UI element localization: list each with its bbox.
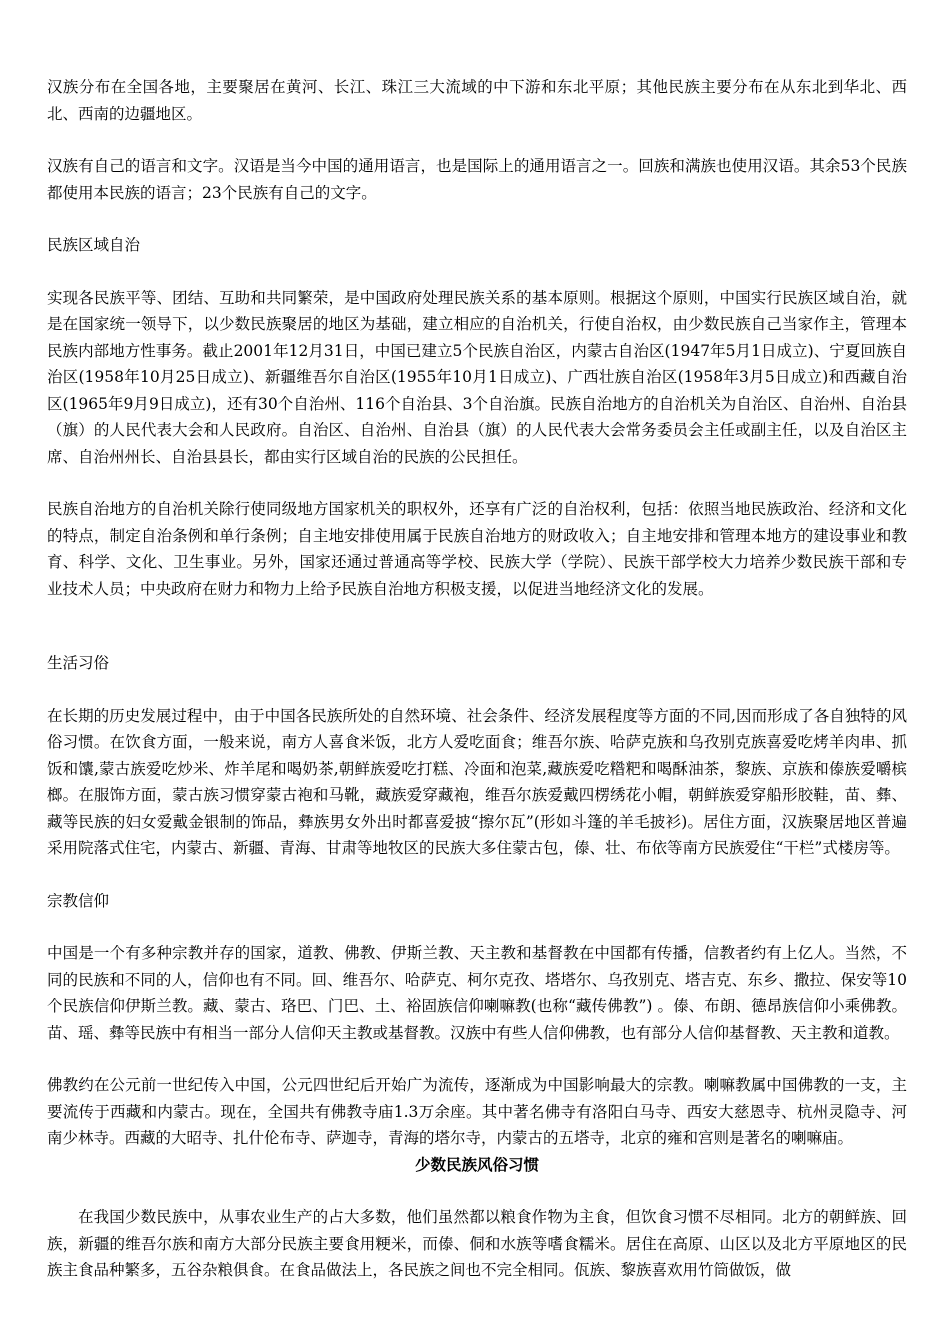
paragraph-religions: 中国是一个有多种宗教并存的国家，道教、佛教、伊斯兰教、天主教和基督教在中国都有传播，信教者约有上亿人。当然，不同的民族和不同的人，信仰也有不同。回、维吾尔、哈萨克、柯尔克孜、塔塔尔、乌孜别克、塔吉克、东乡、撒拉、保安等10个民族信仰伊斯兰教。藏、蒙古、珞巴、门巴、土、裕固族信仰喇嘛教(也称“藏传佛教”) 。傣、布朗、德昂族信仰小乘佛教。苗、瑶、彝等民族中有相当一部分人信仰天主教或基督教。汉族中有些人信仰佛教，也有部分人信仰基督教、天主教和道教。 (47, 944, 907, 1042)
heading-regional-autonomy: 民族区域自治 (47, 236, 141, 254)
paragraph-autonomy-principle: 实现各民族平等、团结、互助和共同繁荣，是中国政府处理民族关系的基本原则。根据这个原则，中国实行民族区域自治，就是在国家统一领导下，以少数民族聚居的地区为基础，建立相应的自治机关，行使自治权，由少数民族自己当家作主，管理本民族内部地方性事务。截止2001年12月31日，中国已建立5个民族自治区，内蒙古自治区(1947年5月1日成立)、宁夏回族自治区(1958年10月25日成立)、新疆维吾尔自治区(1955年10月1日成立)、广西壮族自治区(1958年3月5日成立)和西藏自治区(1965年9月9日成立)，还有30个自治州、116个自治县、3个自治旗。民族自治地方的自治机关为自治区、自治州、自治县（旗）的人民代表大会和人民政府。自治区、自治州、自治县（旗）的人民代表大会常务委员会主任或副主任，以及自治区主席、自治州州长、自治县县长，都由实行区域自治的民族的公民担任。 (47, 288, 907, 466)
paragraph-han-distribution: 汉族分布在全国各地，主要聚居在黄河、长江、珠江三大流域的中下游和东北平原；其他民族主要分布在从东北到华北、西北、西南的边疆地区。 (47, 78, 907, 123)
paragraph-buddhism: 佛教约在公元前一世纪传入中国，公元四世纪后开始广为流传，逐渐成为中国影响最大的宗教。喇嘛教属中国佛教的一支，主要流传于西藏和内蒙古。现在，全国共有佛教寺庙1.3万余座。其中著名佛寺有洛阳白马寺、西安大慈恩寺、杭州灵隐寺、河南少林寺。西藏的大昭寺、扎什伦布寺、萨迦寺，青海的塔尔寺，内蒙古的五塔寺，北京的雍和宫则是著名的喇嘛庙。 (47, 1076, 907, 1147)
heading-customs: 生活习俗 (47, 654, 110, 672)
document-page (47, 74, 907, 1284)
paragraph-minority-diet: 在我国少数民族中，从事农业生产的占大多数，他们虽然都以粮食作物为主食，但饮食习惯不尽相同。北方的朝鲜族、回族，新疆的维吾尔族和南方大部分民族主要食用粳米，而傣、侗和水族等嗜食糯米。居住在高原、山区以及北方平原地区的民族主食品种繁多，五谷杂粮俱食。在食品做法上，各民族之间也不完全相同。佤族、黎族喜欢用竹筒做饭，做 (47, 1208, 907, 1279)
paragraph-autonomy-rights: 民族自治地方的自治机关除行使同级地方国家机关的职权外，还享有广泛的自治权利，包括：依照当地民族政治、经济和文化的特点，制定自治条例和单行条例；自主地安排使用属于民族自治地方的财政收入；自主地安排和管理本地方的建设事业和教育、科学、文化、卫生事业。另外，国家还通过普通高等学校、民族大学（学院）、民族干部学校大力培养少数民族干部和专业技术人员；中央政府在财力和物力上给予民族自治地方积极支援，以促进当地经济文化的发展。 (47, 500, 907, 598)
section-title-minority-customs: 少数民族风俗习惯 (414, 1154, 539, 1174)
paragraph-han-language: 汉族有自己的语言和文字。汉语是当今中国的通用语言，也是国际上的通用语言之一。回族和满族也使用汉语。其余53个民族都使用本民族的语言；23个民族有自己的文字。 (47, 157, 907, 202)
paragraph-customs: 在长期的历史发展过程中，由于中国各民族所处的自然环境、社会条件、经济发展程度等方面的不同,因而形成了各自独特的风俗习惯。在饮食方面，一般来说，南方人喜食米饭，北方人爱吃面食；维吾尔族、哈萨克族和乌孜别克族喜爱吃烤羊肉串、抓饭和馕,蒙古族爱吃炒米、炸羊尾和喝奶茶,朝鲜族爱吃打糕、冷面和泡菜,藏族爱吃糌粑和喝酥油茶，黎族、京族和傣族爱嚼槟榔。在服饰方面，蒙古族习惯穿蒙古袍和马靴，藏族爱穿藏袍，维吾尔族爱戴四楞绣花小帽，朝鲜族爱穿船形胶鞋，苗、彝、藏等民族的妇女爱戴金银制的饰品，彝族男女外出时都喜爱披“擦尔瓦”(形如斗篷的羊毛披衫)。居住方面，汉族聚居地区普遍采用院落式住宅，内蒙古、新疆、青海、甘肃等地牧区的民族大多住蒙古包，傣、壮、布依等南方民族爱住“干栏”式楼房等。 (47, 706, 907, 857)
heading-religion: 宗教信仰 (47, 891, 110, 910)
